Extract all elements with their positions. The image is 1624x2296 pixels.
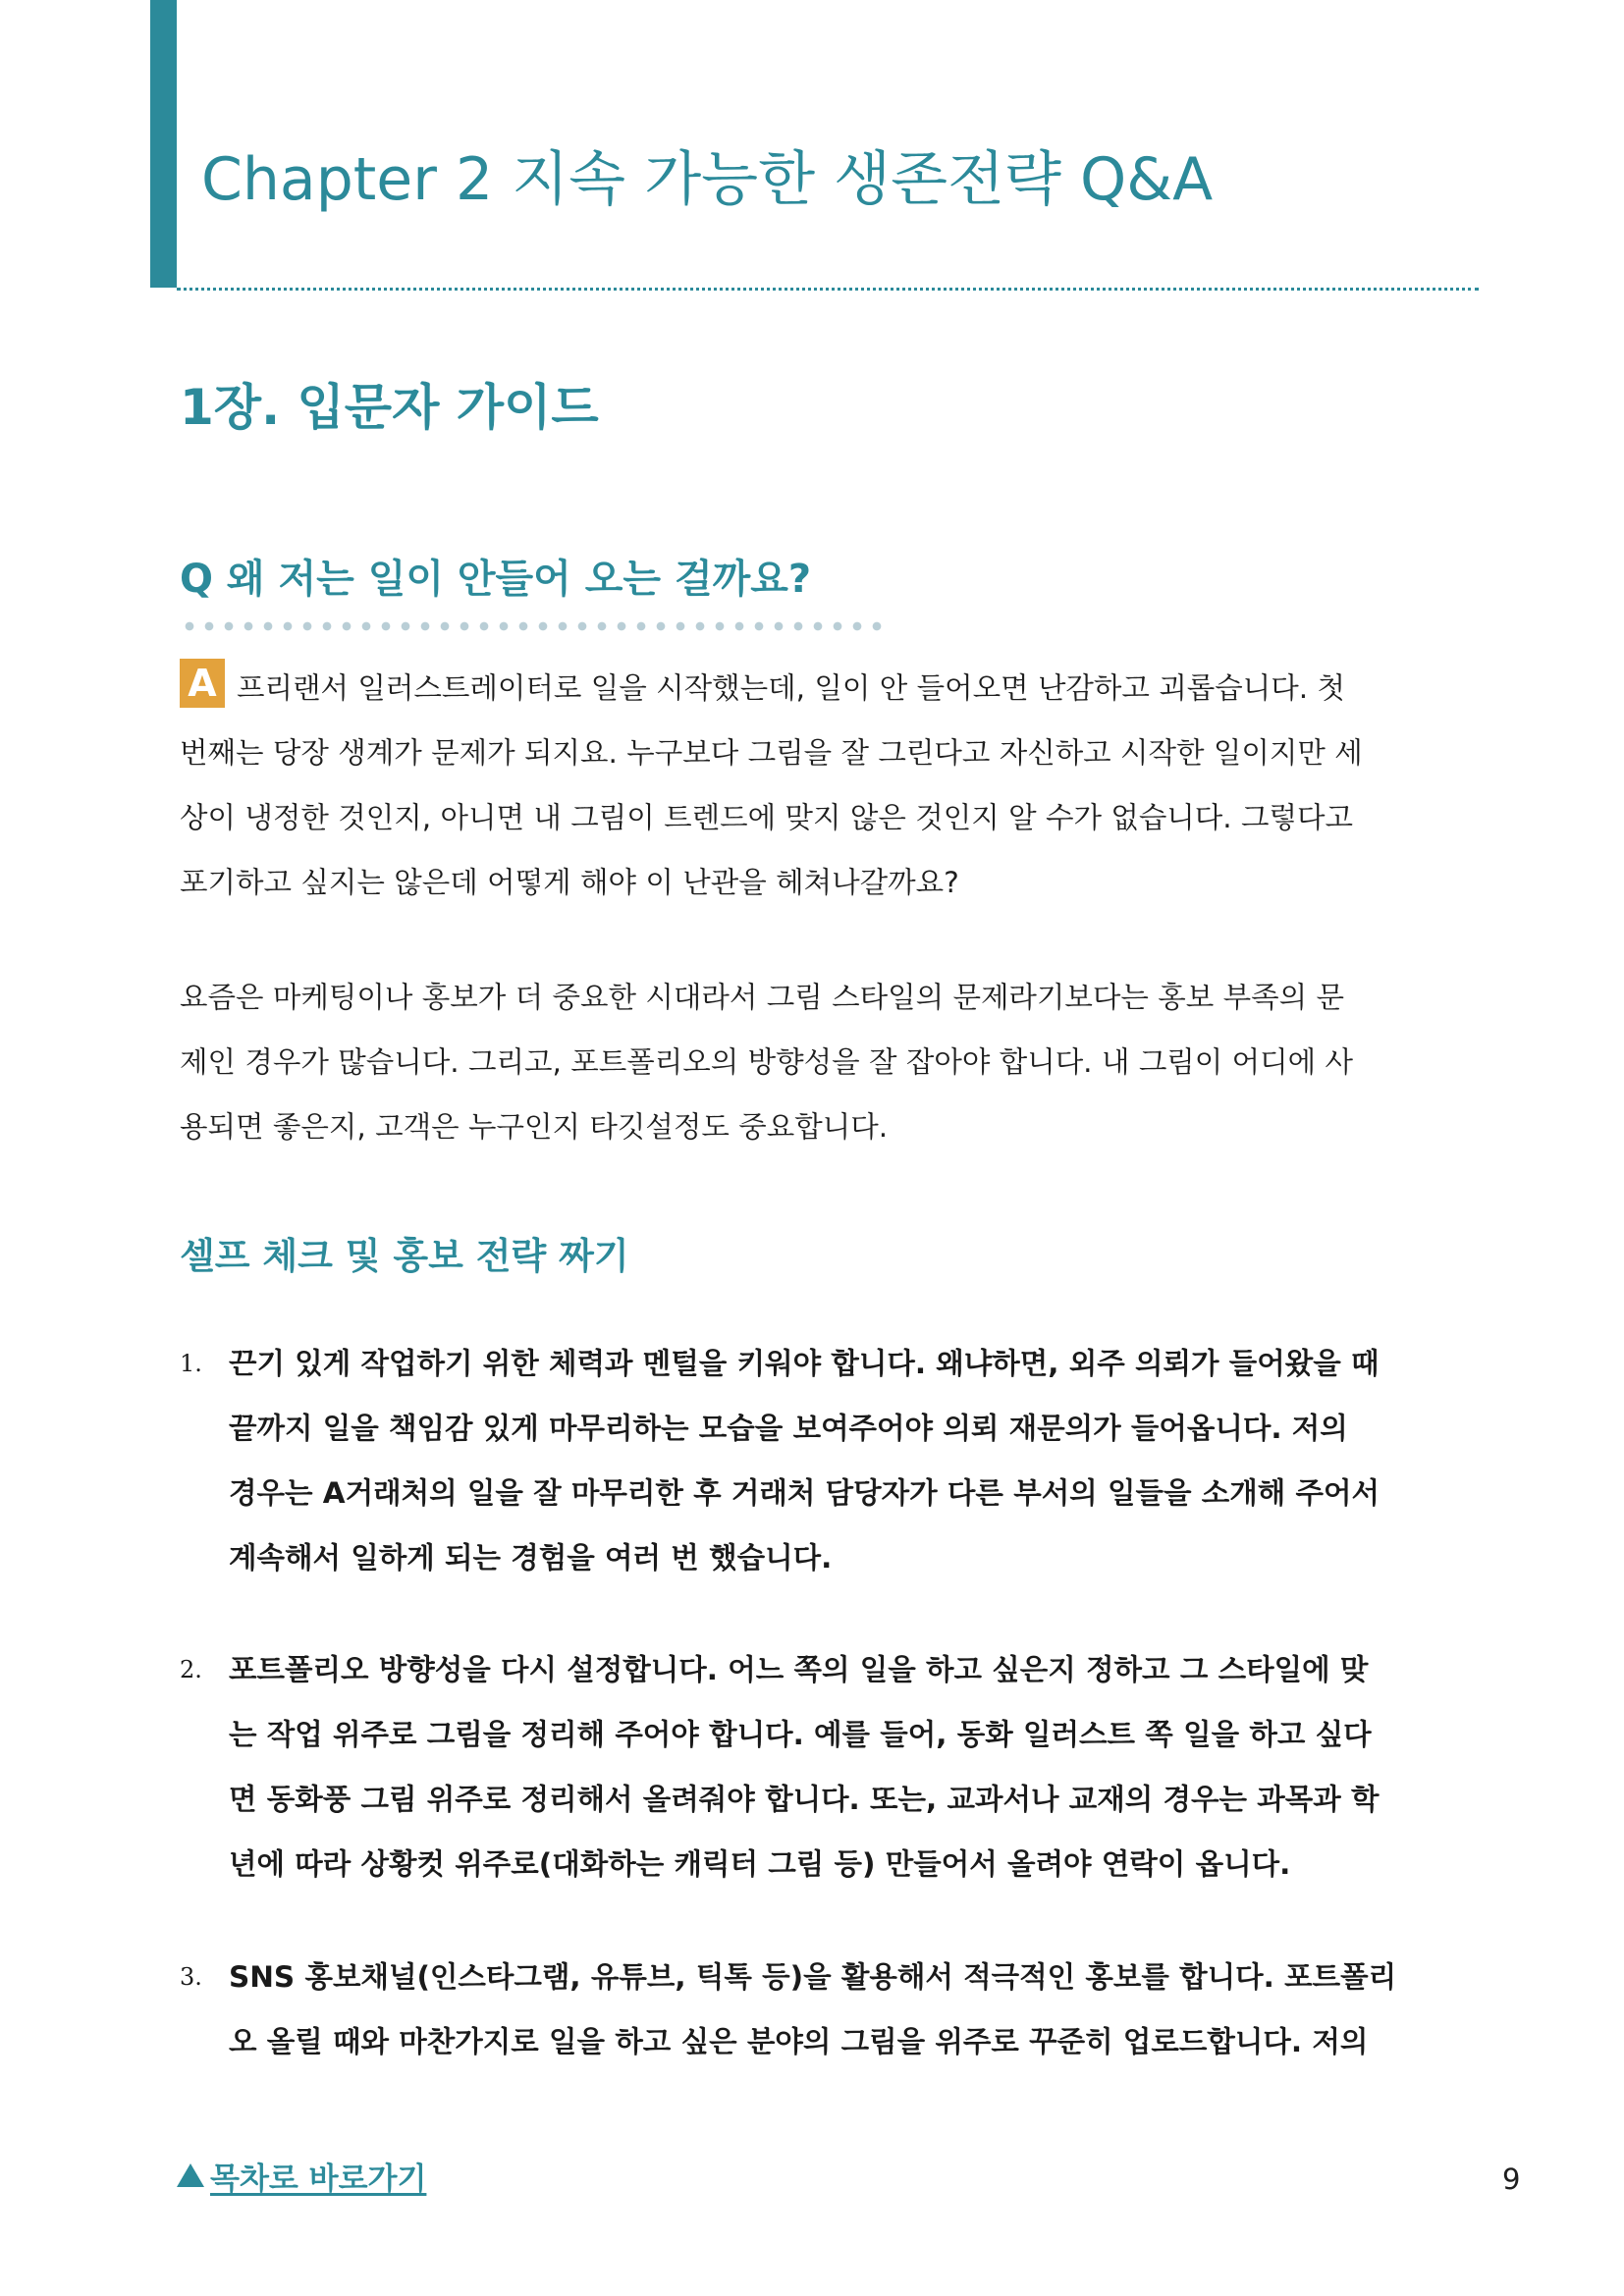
- paragraph-line: 용되면 좋은지, 고객은 누구인지 타깃설정도 중요합니다.: [180, 1110, 889, 1144]
- body-paragraph: [180, 965, 1480, 1159]
- toc-link-label[interactable]: 목차로 바로가기: [210, 2162, 427, 2197]
- toc-link[interactable]: [177, 2158, 426, 2201]
- strategy-subheading: 셀프 체크 및 홍보 전략 짜기: [180, 1235, 629, 1277]
- list-item-line: 면 동화풍 그림 위주로 정리해서 올려줘야 합니다. 또는, 교과서나 교재의 경우는 과목과 학: [229, 1783, 1380, 1816]
- list-item-text: [229, 1945, 1396, 2074]
- list-item-line: 경우는 A거래처의 일을 잘 마무리한 후 거래처 담당자가 다른 부서의 일들을 소개해 주어서: [229, 1476, 1380, 1510]
- list-item-line: 년에 따라 상황컷 위주로(대화하는 캐릭터 그림 등) 만들어서 올려야 연락이 옵니다.: [229, 1847, 1291, 1881]
- answer-line: [180, 656, 1480, 721]
- triangle-up-icon: [177, 2163, 204, 2187]
- paragraph-line: 제인 경우가 많습니다. 그리고, 포트폴리오의 방향성을 잘 잡아야 합니다. 내 그림이 어디에 사: [180, 1045, 1354, 1079]
- chapter-title: Chapter 2 지속 가능한 생존전략 Q&A: [201, 145, 1214, 214]
- answer-line-text: 프리랜서 일러스트레이터로 일을 시작했는데, 일이 안 들어오면 난감하고 괴롭습니다. 첫: [237, 671, 1346, 705]
- list-item-line: 포트폴리오 방향성을 다시 설정합니다. 어느 쪽의 일을 하고 싶은지 정하고 그 스타일에 맞: [229, 1653, 1369, 1686]
- answer-line: 번째는 당장 생계가 문제가 되지요. 누구보다 그림을 잘 그린다고 자신하고 시작한 일이지만 세: [180, 736, 1363, 770]
- chapter-divider: [177, 288, 1479, 291]
- list-item-line: 끝까지 일을 책임감 있게 마무리하는 모습을 보여주어야 의뢰 재문의가 들어옵니다. 저의: [229, 1412, 1348, 1445]
- list-item-number: 3.: [180, 1963, 202, 1991]
- answer-line: 포기하고 싶지는 않은데 어떻게 해야 이 난관을 헤쳐나갈까요?: [180, 866, 959, 899]
- paragraph-line: 요즘은 마케팅이나 홍보가 더 중요한 시대라서 그림 스타일의 문제라기보다는 홍보 부족의 문: [180, 981, 1345, 1014]
- list-item-line: 오 올릴 때와 마찬가지로 일을 하고 싶은 분야의 그림을 위주로 꾸준히 업로드합니다. 저의: [229, 2025, 1369, 2058]
- question-dotted-divider: [180, 621, 889, 631]
- list-item-text: [229, 1331, 1380, 1590]
- page-number: 9: [1502, 2163, 1521, 2196]
- list-item-line: SNS 홍보채널(인스타그램, 유튜브, 틱톡 등)을 활용해서 적극적인 홍보를 합니다. 포트폴리: [229, 1960, 1397, 1994]
- chapter-accent-bar: [150, 0, 177, 288]
- list-item-number: 2.: [180, 1656, 202, 1683]
- list-item-line: 는 작업 위주로 그림을 정리해 주어야 합니다. 예를 들어, 동화 일러스트 쪽 일을 하고 싶다: [229, 1718, 1372, 1751]
- answer-badge-icon: A: [180, 659, 225, 708]
- list-item-line: 계속해서 일하게 되는 경험을 여러 번 했습니다.: [229, 1541, 833, 1575]
- section-heading: 1장. 입문자 가이드: [180, 379, 599, 436]
- answer-block: [180, 656, 1480, 915]
- list-item-text: [229, 1637, 1380, 1896]
- list-item-number: 1.: [180, 1350, 202, 1377]
- answer-line: 상이 냉정한 것인지, 아니면 내 그림이 트렌드에 맞지 않은 것인지 알 수가 없습니다. 그렇다고: [180, 801, 1354, 834]
- list-item-line: 끈기 있게 작업하기 위한 체력과 멘털을 키워야 합니다. 왜냐하면, 외주 의뢰가 들어왔을 때: [229, 1347, 1380, 1380]
- question-heading: Q 왜 저는 일이 안들어 오는 걸까요?: [180, 557, 812, 602]
